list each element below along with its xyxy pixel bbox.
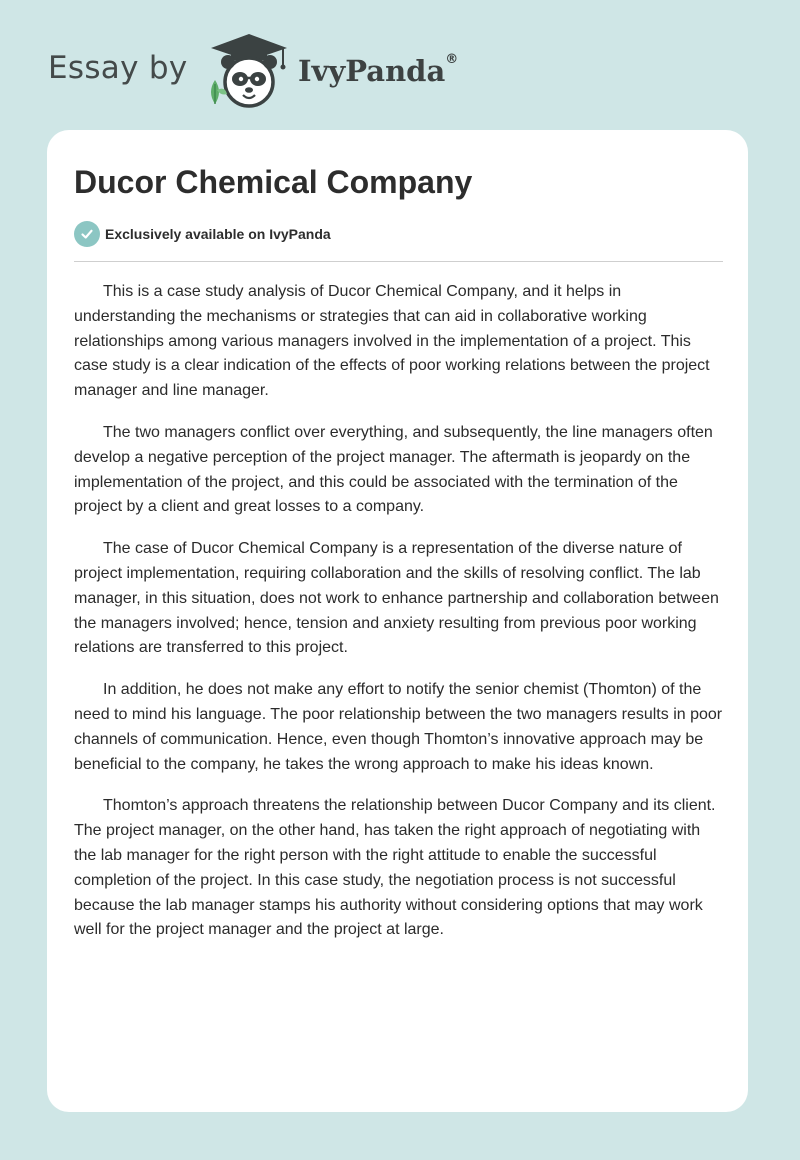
check-icon [74,221,100,247]
paragraph: The case of Ducor Chemical Company is a representation of the diverse nature of project implementation, requiring collaboration and the skills of resolving conflict. The lab manager, in this situation, does not work to enhance partnership and collaboration between the managers involved; hence, tension and anxiety resulting from previous poor working relations are transferred to this project. [74,540,719,657]
page-title: Ducor Chemical Company [74,164,473,200]
document-card [47,130,748,1112]
paragraph: The two managers conflict over everything, and subsequently, the line managers often develop a negative perception of the project manager. The aftermath is jeopardy on the implementation of the project, and this could be associated with the termination of the project by a client and great losses to a company. [74,423,713,516]
paragraph: Thomton’s approach threatens the relationship between Ducor Company and its client. The project manager, on the other hand, has taken the right approach of negotiating with the lab manager for the right person with the right attitude to enable the successful completion of the project. In this case study, the negotiation process is not successful because the lab manager stamps his authority without considering options that may work well for the project manager and the project at large. [74,797,716,939]
paragraph: This is a case study analysis of Ducor Chemical Company, and it helps in understanding the mechanisms or strategies that can aid in collaborative working relationships among various managers involved in the implementation of a project. This case study is a clear indication of the effects of poor working relations between the project manager and line manager. [74,283,710,400]
essay-by-label: Essay by [48,50,188,86]
panda-graduate-icon[interactable] [203,32,295,110]
site-header [48,30,548,110]
brand-text: IvyPanda [298,54,446,88]
badge-text: Exclusively available on IvyPanda [105,226,331,242]
paragraph: In addition, he does not make any effort to notify the senior chemist (Thomton) of the need to mind his language. The poor relationship between the two managers results in poor channels of communication. Hence, even though Thomton’s innovative approach may be beneficial to the company, he takes the wrong approach to make his ideas known. [74,681,723,773]
registered-mark: ® [445,52,459,67]
brand-name[interactable] [298,54,458,88]
essay-body [74,280,726,960]
divider [74,261,723,262]
exclusive-badge [74,221,331,247]
